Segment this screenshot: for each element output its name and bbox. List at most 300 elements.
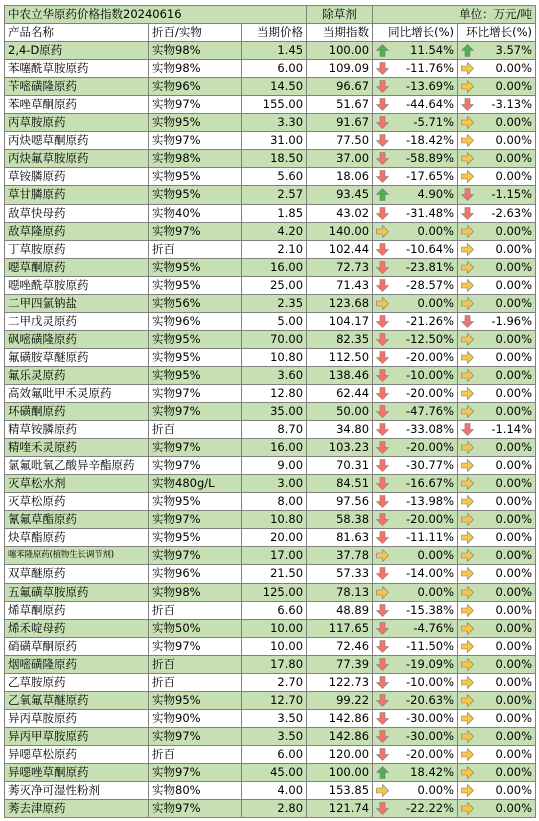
product-spec: 实物95% [149, 330, 242, 348]
product-spec: 实物97% [149, 800, 242, 818]
product-spec: 实物96% [149, 565, 242, 583]
up-arrow-icon [376, 766, 389, 779]
product-spec: 实物95% [149, 258, 242, 276]
product-name: 苄嘧磺隆原药 [5, 78, 149, 96]
right-arrow-icon [376, 549, 389, 562]
yoy-value: -16.67% [406, 476, 455, 491]
yoy-value: -58.89% [406, 151, 455, 166]
up-arrow-icon [461, 44, 474, 57]
current-index: 62.44 [307, 384, 373, 402]
product-spec: 实物96% [149, 312, 242, 330]
right-arrow-icon [461, 730, 474, 743]
yoy-change [373, 601, 458, 619]
current-price: 12.80 [242, 384, 307, 402]
current-index: 121.74 [307, 800, 373, 818]
right-arrow-icon [461, 694, 474, 707]
mom-change [458, 150, 536, 168]
current-index: 37.00 [307, 150, 373, 168]
mom-value: 0.00% [495, 602, 533, 617]
current-price: 21.50 [242, 565, 307, 583]
product-name: 二甲戊灵原药 [5, 312, 149, 330]
yoy-value: -21.26% [406, 313, 455, 328]
table-row [5, 457, 536, 475]
mom-change [458, 204, 536, 222]
product-name: 五氟磺草胺原药 [5, 583, 149, 601]
mom-change [458, 403, 536, 421]
yoy-change [373, 655, 458, 673]
table-row [5, 258, 536, 276]
right-arrow-icon [461, 80, 474, 93]
mom-change [458, 42, 536, 60]
right-arrow-icon [461, 676, 474, 689]
yoy-change [373, 96, 458, 114]
yoy-value: -4.76% [413, 620, 455, 635]
right-arrow-icon [461, 297, 474, 310]
product-spec: 实物97% [149, 96, 242, 114]
yoy-change [373, 439, 458, 457]
product-spec: 实物98% [149, 60, 242, 78]
current-index: 100.00 [307, 42, 373, 60]
mom-value: 0.00% [495, 620, 533, 635]
yoy-change [373, 168, 458, 186]
right-arrow-icon [461, 712, 474, 725]
current-index: 77.50 [307, 132, 373, 150]
yoy-value: -22.22% [406, 801, 455, 816]
product-spec: 实物98% [149, 150, 242, 168]
mom-change [458, 565, 536, 583]
current-price: 2.57 [242, 186, 307, 204]
yoy-change [373, 475, 458, 493]
current-index: 102.44 [307, 240, 373, 258]
down-arrow-icon [376, 441, 389, 454]
product-name: 丙草胺原药 [5, 114, 149, 132]
mom-change [458, 691, 536, 709]
yoy-value: -13.69% [406, 79, 455, 94]
down-arrow-icon [376, 152, 389, 165]
current-price: 10.00 [242, 619, 307, 637]
mom-value: 0.00% [495, 151, 533, 166]
yoy-change [373, 276, 458, 294]
current-price: 8.00 [242, 493, 307, 511]
mom-value: 0.00% [495, 783, 533, 798]
down-arrow-icon [376, 170, 389, 183]
mom-change [458, 96, 536, 114]
current-price: 16.00 [242, 258, 307, 276]
right-arrow-icon [461, 152, 474, 165]
current-price: 8.70 [242, 421, 307, 439]
table-row [5, 475, 536, 493]
current-index: 153.85 [307, 782, 373, 800]
right-arrow-icon [461, 567, 474, 580]
yoy-change [373, 403, 458, 421]
table-row [5, 619, 536, 637]
current-index: 97.56 [307, 493, 373, 511]
table-row [5, 330, 536, 348]
table-row [5, 745, 536, 763]
product-spec: 实物80% [149, 782, 242, 800]
product-name: 硝磺草酮原药 [5, 637, 149, 655]
yoy-change [373, 800, 458, 818]
up-arrow-icon [376, 44, 389, 57]
down-arrow-icon [376, 658, 389, 671]
yoy-change [373, 294, 458, 312]
right-arrow-icon [461, 441, 474, 454]
mom-value: 0.00% [495, 404, 533, 419]
current-index: 93.45 [307, 186, 373, 204]
yoy-change [373, 204, 458, 222]
down-arrow-icon [376, 622, 389, 635]
current-index: 70.31 [307, 457, 373, 475]
mom-change [458, 475, 536, 493]
yoy-value: -23.81% [406, 259, 455, 274]
yoy-value: -10.00% [406, 674, 455, 689]
product-spec: 实物95% [149, 276, 242, 294]
table-body [5, 6, 536, 818]
current-price: 25.00 [242, 276, 307, 294]
current-price: 2.35 [242, 294, 307, 312]
right-arrow-icon [461, 116, 474, 129]
product-spec: 实物97% [149, 511, 242, 529]
mom-change [458, 763, 536, 781]
mom-change [458, 619, 536, 637]
yoy-change [373, 511, 458, 529]
mom-change [458, 312, 536, 330]
header-price: 当期价格 [242, 24, 307, 42]
current-price: 2.10 [242, 240, 307, 258]
product-name: 烯禾啶母药 [5, 619, 149, 637]
current-index: 71.43 [307, 276, 373, 294]
yoy-value: -20.00% [406, 440, 455, 455]
mom-change [458, 511, 536, 529]
current-price: 20.00 [242, 529, 307, 547]
product-name: 氟磺胺草醚原药 [5, 348, 149, 366]
current-price: 3.00 [242, 475, 307, 493]
mom-change [458, 384, 536, 402]
current-index: 51.67 [307, 96, 373, 114]
mom-change [458, 348, 536, 366]
yoy-value: -20.00% [406, 512, 455, 527]
yoy-change [373, 421, 458, 439]
table-row [5, 709, 536, 727]
table-row [5, 782, 536, 800]
product-spec: 实物97% [149, 403, 242, 421]
mom-value: 0.00% [495, 295, 533, 310]
yoy-change [373, 150, 458, 168]
current-price: 70.00 [242, 330, 307, 348]
mom-change [458, 186, 536, 204]
product-name: 敌草快母药 [5, 204, 149, 222]
mom-change [458, 294, 536, 312]
right-arrow-icon [461, 459, 474, 472]
mom-value: 0.00% [495, 728, 533, 743]
product-spec: 实物40% [149, 204, 242, 222]
current-price: 17.00 [242, 547, 307, 565]
down-arrow-icon [376, 459, 389, 472]
product-name: 苯噻酰草胺原药 [5, 60, 149, 78]
mom-change [458, 60, 536, 78]
mom-value: 0.00% [495, 61, 533, 76]
mom-value: -1.15% [491, 187, 533, 202]
current-index: 142.86 [307, 727, 373, 745]
mom-value: 0.00% [495, 746, 533, 761]
right-arrow-icon [461, 658, 474, 671]
current-index: 37.78 [307, 547, 373, 565]
yoy-value: -12.50% [406, 331, 455, 346]
table-row [5, 42, 536, 60]
current-price: 6.00 [242, 60, 307, 78]
product-spec: 折百 [149, 421, 242, 439]
mom-change [458, 421, 536, 439]
right-arrow-icon [461, 351, 474, 364]
yoy-value: 0.00% [417, 548, 455, 563]
down-arrow-icon [376, 802, 389, 815]
report-title: 中农立华原药价格指数20240616 [5, 6, 307, 24]
mom-value: 0.00% [495, 458, 533, 473]
down-arrow-icon [461, 98, 474, 111]
header-mom: 环比增长(%) [458, 24, 536, 42]
yoy-value: 4.90% [417, 187, 455, 202]
table-row [5, 186, 536, 204]
current-index: 100.00 [307, 763, 373, 781]
down-arrow-icon [376, 567, 389, 580]
mom-change [458, 800, 536, 818]
product-name: 砜嘧磺隆原药 [5, 330, 149, 348]
yoy-change [373, 186, 458, 204]
product-name: 异丙甲草胺原药 [5, 727, 149, 745]
table-row [5, 384, 536, 402]
right-arrow-icon [461, 477, 474, 490]
table-row [5, 294, 536, 312]
yoy-value: 0.00% [417, 584, 455, 599]
right-arrow-icon [461, 333, 474, 346]
mom-value: 0.00% [495, 241, 533, 256]
mom-value: 0.00% [495, 115, 533, 130]
down-arrow-icon [461, 207, 474, 220]
down-arrow-icon [376, 207, 389, 220]
current-price: 1.85 [242, 204, 307, 222]
down-arrow-icon [376, 676, 389, 689]
product-spec: 实物97% [149, 637, 242, 655]
product-name: 苯唑草酮原药 [5, 96, 149, 114]
yoy-change [373, 709, 458, 727]
table-row [5, 547, 536, 565]
right-arrow-icon [461, 748, 474, 761]
table-row [5, 439, 536, 457]
right-arrow-icon [461, 622, 474, 635]
mom-change [458, 222, 536, 240]
product-name: 异噁草松原药 [5, 745, 149, 763]
mom-change [458, 240, 536, 258]
mom-value: 0.00% [495, 530, 533, 545]
product-spec: 实物95% [149, 168, 242, 186]
product-spec: 实物97% [149, 547, 242, 565]
mom-change [458, 457, 536, 475]
current-price: 5.00 [242, 312, 307, 330]
mom-change [458, 529, 536, 547]
current-index: 109.09 [307, 60, 373, 78]
yoy-change [373, 240, 458, 258]
product-spec: 实物97% [149, 222, 242, 240]
mom-value: 0.00% [495, 512, 533, 527]
yoy-value: -5.71% [413, 115, 455, 130]
right-arrow-icon [461, 784, 474, 797]
product-name: 炔草酯原药 [5, 529, 149, 547]
current-price: 3.60 [242, 366, 307, 384]
mom-value: 3.57% [495, 43, 533, 58]
yoy-value: -20.00% [406, 746, 455, 761]
product-spec: 实物480g/L [149, 475, 242, 493]
current-index: 81.63 [307, 529, 373, 547]
mom-change [458, 745, 536, 763]
right-arrow-icon [461, 766, 474, 779]
down-arrow-icon [376, 531, 389, 544]
yoy-change [373, 132, 458, 150]
right-arrow-icon [461, 495, 474, 508]
down-arrow-icon [376, 423, 389, 436]
product-name: 丙炔氟草胺原药 [5, 150, 149, 168]
yoy-change [373, 637, 458, 655]
mom-value: 0.00% [495, 79, 533, 94]
yoy-value: -30.00% [406, 710, 455, 725]
mom-change [458, 727, 536, 745]
product-spec: 实物97% [149, 727, 242, 745]
current-price: 10.80 [242, 511, 307, 529]
current-index: 82.35 [307, 330, 373, 348]
yoy-change [373, 330, 458, 348]
right-arrow-icon [461, 369, 474, 382]
mom-change [458, 637, 536, 655]
yoy-change [373, 673, 458, 691]
mom-value: -1.96% [491, 313, 533, 328]
product-spec: 实物97% [149, 763, 242, 781]
current-price: 6.60 [242, 601, 307, 619]
mom-change [458, 601, 536, 619]
product-spec: 实物97% [149, 132, 242, 150]
current-price: 10.80 [242, 348, 307, 366]
current-price: 125.00 [242, 583, 307, 601]
header-yoy: 同比增长(%) [373, 24, 458, 42]
category-label: 除草剂 [307, 6, 373, 24]
mom-change [458, 276, 536, 294]
down-arrow-icon [461, 423, 474, 436]
mom-value: 0.00% [495, 223, 533, 238]
yoy-value: -13.98% [406, 494, 455, 509]
down-arrow-icon [376, 748, 389, 761]
mom-change [458, 366, 536, 384]
current-price: 5.60 [242, 168, 307, 186]
mom-value: 0.00% [495, 692, 533, 707]
right-arrow-icon [461, 513, 474, 526]
table-row [5, 800, 536, 818]
yoy-value: 11.54% [410, 43, 455, 58]
current-index: 50.00 [307, 403, 373, 421]
up-arrow-icon [376, 188, 389, 201]
down-arrow-icon [376, 116, 389, 129]
down-arrow-icon [376, 405, 389, 418]
right-arrow-icon [461, 531, 474, 544]
table-row [5, 637, 536, 655]
table-row [5, 529, 536, 547]
product-name: 异丙草胺原药 [5, 709, 149, 727]
current-index: 122.73 [307, 673, 373, 691]
product-name: 莠灭净可湿性粉剂 [5, 782, 149, 800]
product-spec: 实物95% [149, 493, 242, 511]
header-index: 当期指数 [307, 24, 373, 42]
product-name: 噁草酮原药 [5, 258, 149, 276]
product-name: 氟乐灵原药 [5, 366, 149, 384]
yoy-value: -33.08% [406, 422, 455, 437]
table-row [5, 421, 536, 439]
product-name: 精草铵膦原药 [5, 421, 149, 439]
yoy-value: -28.57% [406, 277, 455, 292]
current-price: 9.00 [242, 457, 307, 475]
yoy-value: 0.00% [417, 223, 455, 238]
down-arrow-icon [376, 315, 389, 328]
right-arrow-icon [461, 170, 474, 183]
product-name: 乙草胺原药 [5, 673, 149, 691]
product-spec: 折百 [149, 601, 242, 619]
product-name: 高效氟吡甲禾灵原药 [5, 384, 149, 402]
yoy-change [373, 583, 458, 601]
down-arrow-icon [376, 243, 389, 256]
yoy-value: -44.64% [406, 97, 455, 112]
current-index: 103.23 [307, 439, 373, 457]
product-name: 丙炔噁草酮原药 [5, 132, 149, 150]
unit-label: 单位：万元/吨 [373, 6, 536, 24]
mom-value: 0.00% [495, 331, 533, 346]
current-index: 77.39 [307, 655, 373, 673]
down-arrow-icon [376, 62, 389, 75]
table-row [5, 763, 536, 781]
current-price: 14.50 [242, 78, 307, 96]
product-name: 烟嘧磺隆原药 [5, 655, 149, 673]
mom-change [458, 655, 536, 673]
right-arrow-icon [461, 549, 474, 562]
mom-change [458, 782, 536, 800]
yoy-change [373, 312, 458, 330]
mom-change [458, 132, 536, 150]
yoy-change [373, 366, 458, 384]
table-row [5, 601, 536, 619]
yoy-change [373, 457, 458, 475]
mom-value: 0.00% [495, 386, 533, 400]
current-index: 104.17 [307, 312, 373, 330]
header-row [5, 24, 536, 42]
mom-value: 0.00% [495, 169, 533, 184]
current-index: 117.65 [307, 619, 373, 637]
right-arrow-icon [376, 297, 389, 310]
current-index: 34.80 [307, 421, 373, 439]
product-name: 噻苯隆原药(植物生长调节剂) [5, 547, 149, 565]
current-index: 91.67 [307, 114, 373, 132]
product-spec: 实物56% [149, 294, 242, 312]
table-row [5, 150, 536, 168]
table-row [5, 565, 536, 583]
yoy-change [373, 727, 458, 745]
table-row [5, 222, 536, 240]
product-name: 双草醚原药 [5, 565, 149, 583]
table-row [5, 493, 536, 511]
yoy-value: 0.00% [417, 295, 455, 310]
yoy-change [373, 619, 458, 637]
product-spec: 实物97% [149, 384, 242, 402]
down-arrow-icon [376, 333, 389, 346]
yoy-value: -30.77% [406, 458, 455, 473]
product-name: 乙氧氟草醚原药 [5, 691, 149, 709]
product-spec: 实物97% [149, 457, 242, 475]
product-name: 敌草隆原药 [5, 222, 149, 240]
current-price: 4.00 [242, 782, 307, 800]
